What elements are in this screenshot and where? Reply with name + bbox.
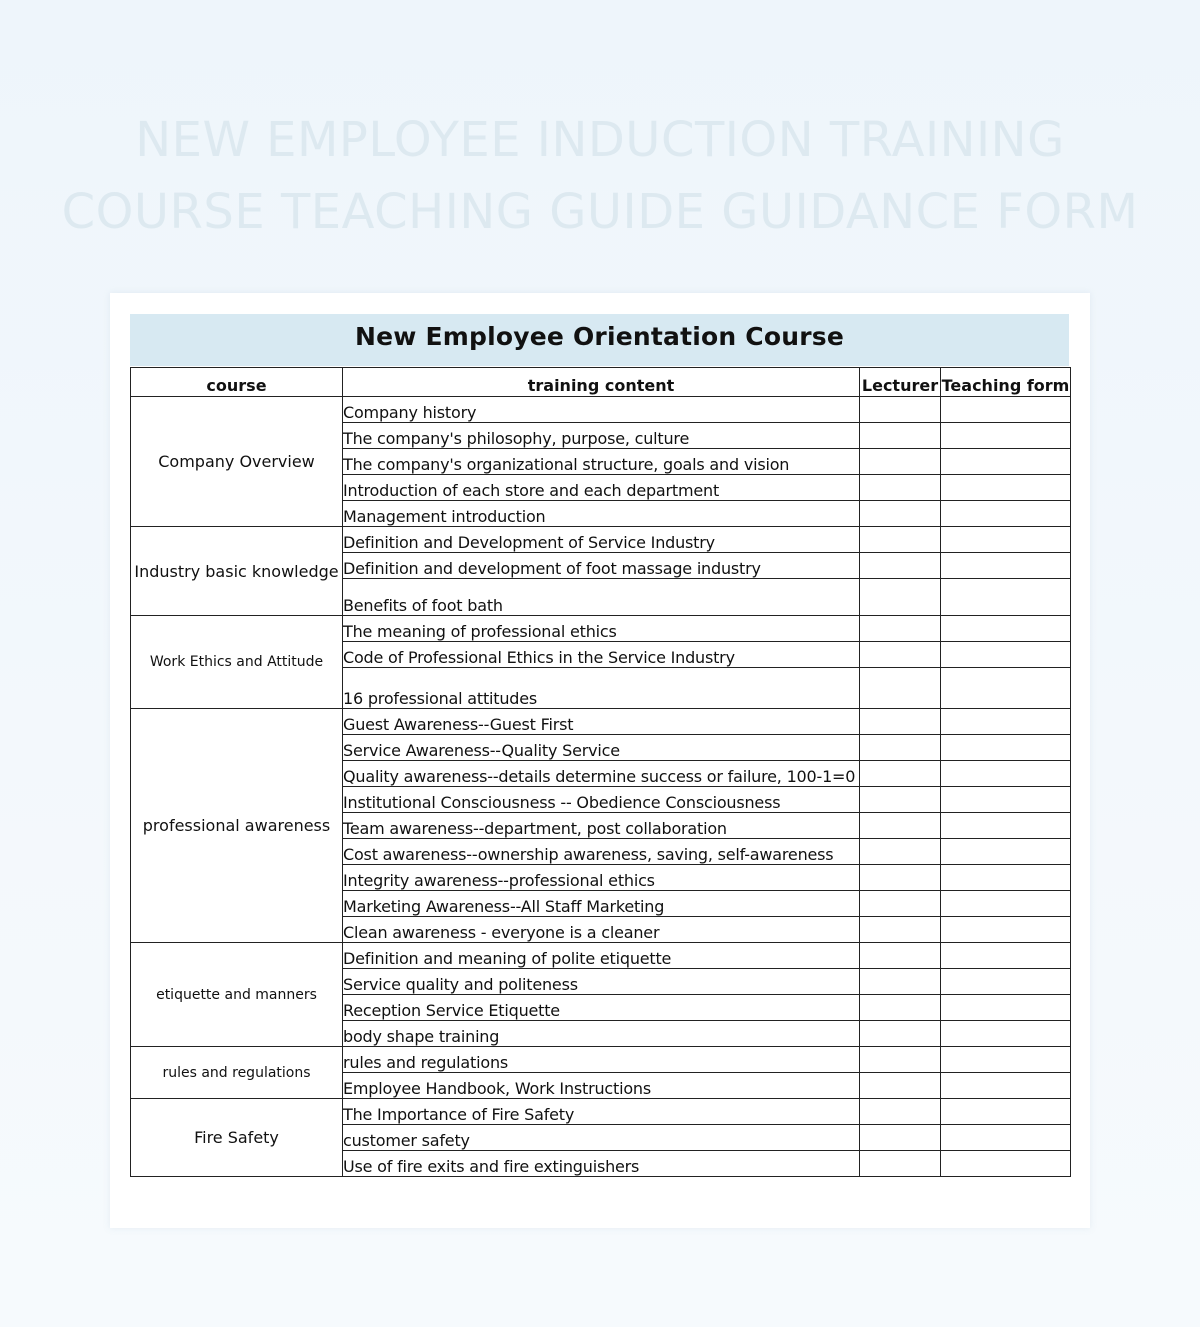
lecturer-cell[interactable]	[860, 735, 941, 761]
content-cell: Clean awareness - everyone is a cleaner	[343, 917, 860, 943]
content-cell: Integrity awareness--professional ethics	[343, 865, 860, 891]
table-row	[131, 709, 1071, 735]
teaching-form-cell[interactable]	[941, 1125, 1071, 1151]
content-cell: The meaning of professional ethics	[343, 616, 860, 642]
teaching-form-cell[interactable]	[941, 1151, 1071, 1177]
teaching-form-cell[interactable]	[941, 475, 1071, 501]
teaching-form-cell[interactable]	[941, 1099, 1071, 1125]
column-header-course: course	[131, 368, 343, 397]
teaching-form-cell[interactable]	[941, 709, 1071, 735]
sheet-header: New Employee Orientation Course	[130, 314, 1069, 366]
content-cell: Use of fire exits and fire extinguishers	[343, 1151, 860, 1177]
lecturer-cell[interactable]	[860, 1021, 941, 1047]
lecturer-cell[interactable]	[860, 553, 941, 579]
teaching-form-cell[interactable]	[941, 668, 1071, 709]
lecturer-cell[interactable]	[860, 616, 941, 642]
teaching-form-cell[interactable]	[941, 579, 1071, 616]
lecturer-cell[interactable]	[860, 917, 941, 943]
course-cell: Industry basic knowledge	[131, 527, 343, 616]
teaching-form-cell[interactable]	[941, 735, 1071, 761]
table-row	[131, 527, 1071, 553]
content-cell: Management introduction	[343, 501, 860, 527]
table-header-row	[131, 368, 1071, 397]
content-cell: Team awareness--department, post collaboration	[343, 813, 860, 839]
lecturer-cell[interactable]	[860, 1047, 941, 1073]
content-cell: Service quality and politeness	[343, 969, 860, 995]
lecturer-cell[interactable]	[860, 1151, 941, 1177]
teaching-form-cell[interactable]	[941, 917, 1071, 943]
content-cell: Employee Handbook, Work Instructions	[343, 1073, 860, 1099]
lecturer-cell[interactable]	[860, 501, 941, 527]
content-cell: rules and regulations	[343, 1047, 860, 1073]
teaching-form-cell[interactable]	[941, 553, 1071, 579]
content-cell: Definition and meaning of polite etiquette	[343, 943, 860, 969]
teaching-form-cell[interactable]	[941, 642, 1071, 668]
content-cell: Company history	[343, 397, 860, 423]
content-cell: Quality awareness--details determine success or failure, 100-1=0	[343, 761, 860, 787]
lecturer-cell[interactable]	[860, 397, 941, 423]
course-cell: Company Overview	[131, 397, 343, 527]
lecturer-cell[interactable]	[860, 1073, 941, 1099]
lecturer-cell[interactable]	[860, 891, 941, 917]
lecturer-cell[interactable]	[860, 709, 941, 735]
teaching-form-cell[interactable]	[941, 839, 1071, 865]
teaching-form-cell[interactable]	[941, 1047, 1071, 1073]
teaching-form-cell[interactable]	[941, 616, 1071, 642]
teaching-form-cell[interactable]	[941, 1021, 1071, 1047]
lecturer-cell[interactable]	[860, 527, 941, 553]
table-row	[131, 616, 1071, 642]
content-cell: 16 professional attitudes	[343, 668, 860, 709]
content-cell: The Importance of Fire Safety	[343, 1099, 860, 1125]
lecturer-cell[interactable]	[860, 761, 941, 787]
lecturer-cell[interactable]	[860, 865, 941, 891]
teaching-form-cell[interactable]	[941, 969, 1071, 995]
content-cell: Definition and development of foot massage industry	[343, 553, 860, 579]
lecturer-cell[interactable]	[860, 579, 941, 616]
teaching-form-cell[interactable]	[941, 787, 1071, 813]
column-header-lecturer: Lecturer	[860, 368, 941, 397]
column-header-training-content: training content	[343, 368, 860, 397]
teaching-form-cell[interactable]	[941, 813, 1071, 839]
content-cell: Reception Service Etiquette	[343, 995, 860, 1021]
teaching-form-cell[interactable]	[941, 527, 1071, 553]
content-cell: customer safety	[343, 1125, 860, 1151]
course-cell: Fire Safety	[131, 1099, 343, 1177]
column-header-teaching-form: Teaching form	[941, 368, 1071, 397]
teaching-form-cell[interactable]	[941, 891, 1071, 917]
teaching-form-cell[interactable]	[941, 449, 1071, 475]
course-cell: rules and regulations	[131, 1047, 343, 1099]
table-row	[131, 1047, 1071, 1073]
content-cell: Institutional Consciousness -- Obedience Consciousness	[343, 787, 860, 813]
teaching-form-cell[interactable]	[941, 761, 1071, 787]
teaching-form-cell[interactable]	[941, 501, 1071, 527]
lecturer-cell[interactable]	[860, 642, 941, 668]
lecturer-cell[interactable]	[860, 423, 941, 449]
table-row	[131, 943, 1071, 969]
course-cell: etiquette and manners	[131, 943, 343, 1047]
teaching-form-cell[interactable]	[941, 397, 1071, 423]
content-cell: Definition and Development of Service Industry	[343, 527, 860, 553]
course-table	[130, 367, 1071, 1177]
lecturer-cell[interactable]	[860, 839, 941, 865]
lecturer-cell[interactable]	[860, 969, 941, 995]
teaching-form-cell[interactable]	[941, 995, 1071, 1021]
lecturer-cell[interactable]	[860, 449, 941, 475]
form-sheet	[110, 293, 1090, 1228]
teaching-form-cell[interactable]	[941, 943, 1071, 969]
course-cell: Work Ethics and Attitude	[131, 616, 343, 709]
lecturer-cell[interactable]	[860, 995, 941, 1021]
lecturer-cell[interactable]	[860, 1125, 941, 1151]
page-title	[0, 104, 1200, 248]
lecturer-cell[interactable]	[860, 787, 941, 813]
content-cell: Benefits of foot bath	[343, 579, 860, 616]
page-title-line-2: COURSE TEACHING GUIDE GUIDANCE FORM	[61, 184, 1139, 240]
lecturer-cell[interactable]	[860, 1099, 941, 1125]
content-cell: The company's philosophy, purpose, culture	[343, 423, 860, 449]
content-cell: Guest Awareness--Guest First	[343, 709, 860, 735]
teaching-form-cell[interactable]	[941, 865, 1071, 891]
content-cell: Code of Professional Ethics in the Service Industry	[343, 642, 860, 668]
teaching-form-cell[interactable]	[941, 423, 1071, 449]
content-cell: Service Awareness--Quality Service	[343, 735, 860, 761]
lecturer-cell[interactable]	[860, 668, 941, 709]
content-cell: Introduction of each store and each department	[343, 475, 860, 501]
teaching-form-cell[interactable]	[941, 1073, 1071, 1099]
content-cell: body shape training	[343, 1021, 860, 1047]
content-cell: Cost awareness--ownership awareness, saving, self-awareness	[343, 839, 860, 865]
lecturer-cell[interactable]	[860, 813, 941, 839]
lecturer-cell[interactable]	[860, 475, 941, 501]
course-cell: professional awareness	[131, 709, 343, 943]
table-row	[131, 397, 1071, 423]
page-title-line-1: NEW EMPLOYEE INDUCTION TRAINING	[135, 112, 1065, 168]
content-cell: The company's organizational structure, goals and vision	[343, 449, 860, 475]
lecturer-cell[interactable]	[860, 943, 941, 969]
table-row	[131, 1099, 1071, 1125]
content-cell: Marketing Awareness--All Staff Marketing	[343, 891, 860, 917]
